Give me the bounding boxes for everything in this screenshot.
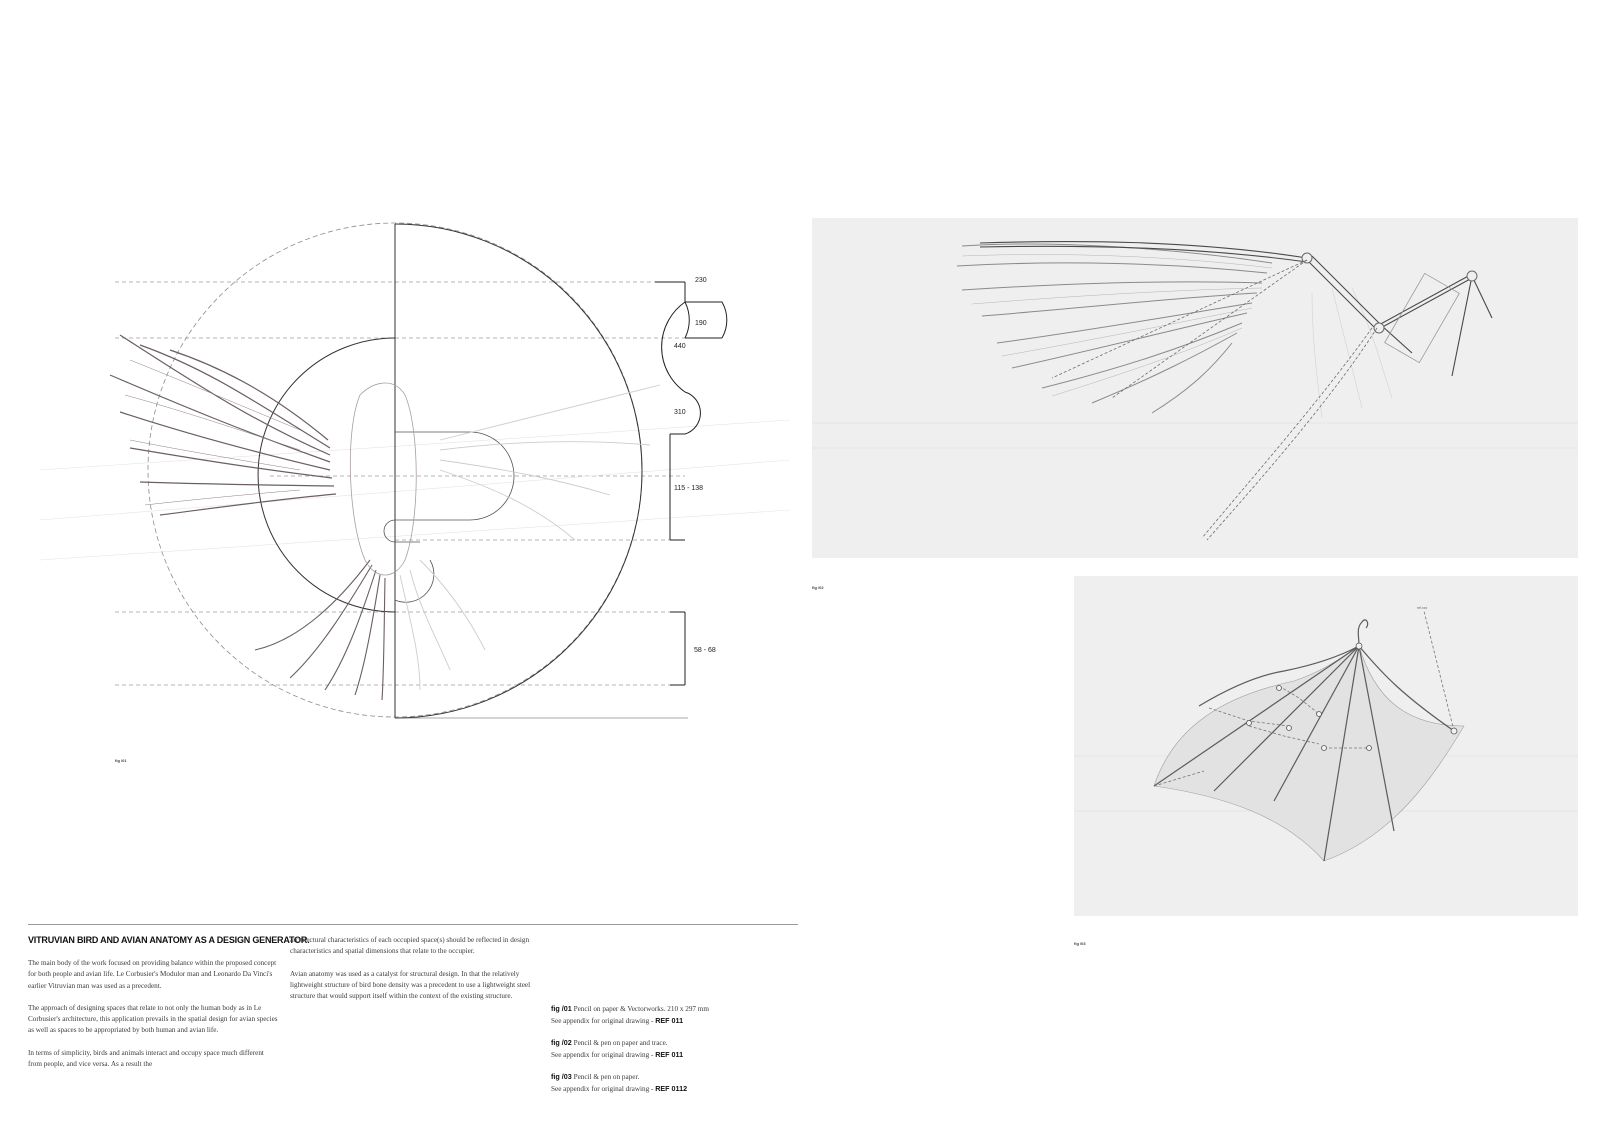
dim-58-68: 58 - 68 xyxy=(694,647,716,654)
figure-note-label: fig /03 xyxy=(551,1072,572,1081)
half-circle-right xyxy=(395,224,642,718)
figure-note-ref: REF 011 xyxy=(655,1016,684,1026)
figure-note-01 xyxy=(551,1003,811,1028)
figure-note-see: See appendix for original drawing - xyxy=(551,1017,656,1026)
dim-115-138: 115 - 138 xyxy=(674,485,704,492)
dim-440: 440 xyxy=(674,343,686,350)
article-column-1 xyxy=(28,958,278,1081)
figure-note-desc: Pencil & pen on paper. xyxy=(571,1073,640,1081)
figure-note-label: fig /01 xyxy=(551,1004,572,1013)
fig03-drawing xyxy=(1074,576,1578,916)
figure-note-03 xyxy=(551,1071,811,1096)
article-column-2 xyxy=(290,935,540,1013)
col2-paragraph: Avian anatomy was used as a catalyst for structural design. In that the relatively lightweight structure of bird bone density was a precedent to use a lightweight steel structure that would support itself within the context of the existing structure. xyxy=(290,969,531,1001)
figure-note-ref: REF 0112 xyxy=(655,1084,688,1094)
dim-230: 230 xyxy=(695,277,707,284)
figure-note-see: See appendix for original drawing - xyxy=(551,1051,656,1060)
fig01-caption: fig /01 xyxy=(115,758,127,763)
fig03-panel xyxy=(1074,576,1578,916)
divider-rule xyxy=(28,924,798,925)
col1-paragraph: The main body of the work focused on providing balance within the proposed concept for both people and avian life. Le Corbusier's Modulor man and Leonardo Da Vinci's earlier Vitruvian man was used as a precedent. xyxy=(28,959,277,990)
article-title: VITRUVIAN BIRD AND AVIAN ANATOMY AS A DESIGN GENERATOR. xyxy=(28,935,310,945)
fig03-caption: fig /03 xyxy=(1074,941,1086,946)
fig01-drawing xyxy=(0,0,800,760)
inner-half-circle-left xyxy=(258,338,395,612)
col1-paragraph: In terms of simplicity, birds and animals interact and occupy space much different from people, and vice versa. As a result the xyxy=(28,1048,264,1069)
figure-note-label: fig /02 xyxy=(551,1038,572,1047)
figure-note-desc: Pencil on paper & Vectorworks. 210 x 297 mm xyxy=(571,1005,709,1013)
dim-310: 310 xyxy=(674,409,686,416)
bird-illustration xyxy=(110,335,660,700)
fig02-caption: fig /02 xyxy=(812,585,824,590)
fig03-tiny-label: ref.xxx xyxy=(1417,606,1428,610)
fig02-panel xyxy=(812,218,1578,558)
figure-note-see: See appendix for original drawing - xyxy=(551,1085,656,1094)
figure-note-02 xyxy=(551,1037,811,1062)
col1-paragraph: The approach of designing spaces that relate to not only the human body as in Le Corbusier's architecture, this application prevails in the spatial design for avian species as well as spaces to be appropriated by both human and avian life. xyxy=(28,1003,278,1035)
fig02-drawing xyxy=(812,218,1578,558)
dim-190: 190 xyxy=(695,320,707,327)
figure-note-ref: REF 011 xyxy=(655,1050,684,1060)
figure-note-desc: Pencil & pen on paper and trace. xyxy=(571,1039,668,1047)
col2-paragraph: architectural characteristics of each occupied space(s) should be reflected in design characteristics and spatial dimensions that relate to the occupier. xyxy=(290,936,530,956)
